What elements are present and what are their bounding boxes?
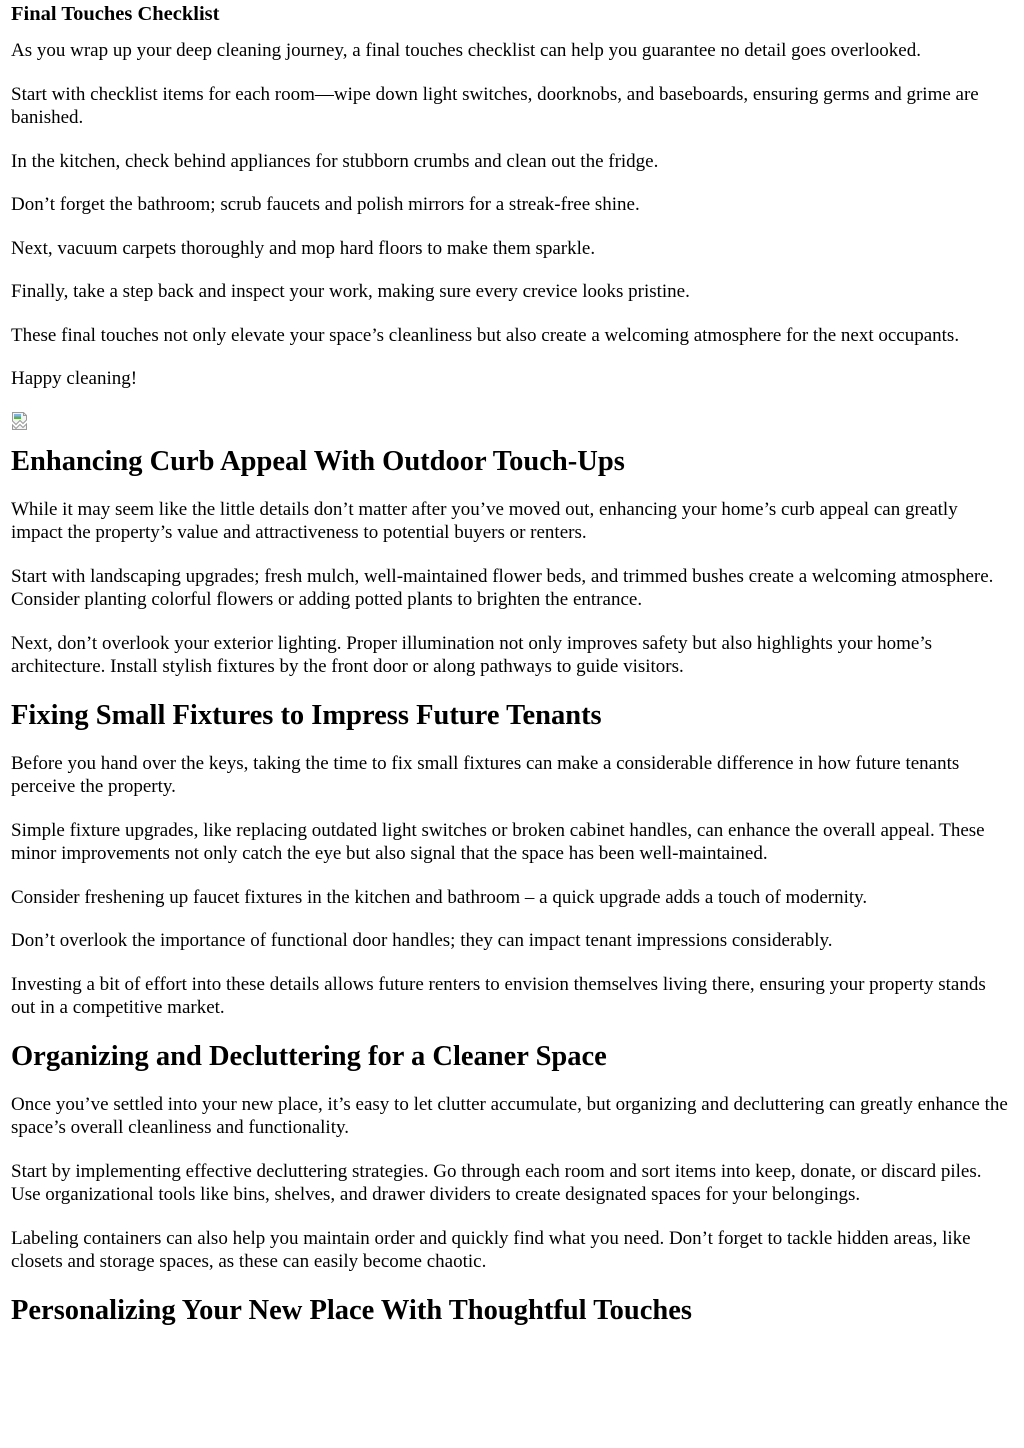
paragraph: Labeling containers can also help you maintain order and quickly find what you need. Don’t forget to tackle hidden areas, like closets and storage spaces, as these can easily become chaotic. [11,1227,971,1272]
paragraph: Before you hand over the keys, taking the time to fix small fixtures can make a considerable difference in how future tenants perceive the property. [11,752,960,797]
paragraph: Don’t overlook the importance of functional door handles; they can impact tenant impressions considerably. [11,930,833,951]
section-heading-final-touches: Final Touches Checklist [11,3,220,25]
paragraph: Next, vacuum carpets thoroughly and mop hard floors to make them sparkle. [11,237,596,259]
paragraph: While it may seem like the little details don’t matter after you’ve moved out, enhancing your home’s curb appeal can greatly impact the property’s value and attractiveness to potential buyers or renters. [11,498,958,543]
section-heading-small-fixtures: Fixing Small Fixtures to Impress Future Tenants [11,699,602,731]
paragraph: Consider freshening up faucet fixtures in the kitchen and bathroom – a quick upgrade adds a touch of modernity. [11,886,868,908]
section-heading-curb-appeal: Enhancing Curb Appeal With Outdoor Touch-Ups [11,445,625,477]
paragraph: Once you’ve settled into your new place, it’s easy to let clutter accumulate, but organizing and decluttering can greatly enhance the space’s overall cleanliness and functionality. [11,1093,1008,1138]
paragraph: Simple fixture upgrades, like replacing outdated light switches or broken cabinet handles, can enhance the overall appeal. These minor improvements not only catch the eye but also signal that the space has been well-maintained. [11,819,985,864]
paragraph: Start by implementing effective decluttering strategies. Go through each room and sort items into keep, donate, or discard piles. Use organizational tools like bins, shelves, and drawer dividers to create designated spaces for your belongings. [11,1160,982,1205]
paragraph: Next, don’t overlook your exterior lighting. Proper illumination not only improves safety but also highlights your home’s architecture. Install stylish fixtures by the front door or along pathways to guide visitors. [11,632,933,677]
broken-image-icon [11,411,31,431]
paragraph: Start with landscaping upgrades; fresh mulch, well-maintained flower beds, and trimmed bushes create a welcoming atmosphere. Consider planting colorful flowers or adding potted plants to brighten the entrance. [11,565,994,610]
section-heading-decluttering: Organizing and Decluttering for a Cleaner Space [11,1040,607,1072]
paragraph: Investing a bit of effort into these details allows future renters to envision themselves living there, ensuring your property stands out in a competitive market. [11,973,986,1018]
paragraph: In the kitchen, check behind appliances for stubborn crumbs and clean out the fridge. [11,150,659,172]
paragraph: These final touches not only elevate your space’s cleanliness but also create a welcoming atmosphere for the next occupants. [11,324,960,346]
section-heading-personalizing: Personalizing Your New Place With Thoughtful Touches [11,1294,692,1326]
paragraph: Start with checklist items for each room—wipe down light switches, doorknobs, and baseboards, ensuring germs and grime are banished. [11,83,979,128]
paragraph: Don’t forget the bathroom; scrub faucets and polish mirrors for a streak-free shine. [11,194,640,215]
paragraph: Happy cleaning! [11,368,138,389]
paragraph: Finally, take a step back and inspect your work, making sure every crevice looks pristine. [11,281,690,302]
paragraph: As you wrap up your deep cleaning journey, a final touches checklist can help you guarantee no detail goes overlooked. [11,40,921,61]
